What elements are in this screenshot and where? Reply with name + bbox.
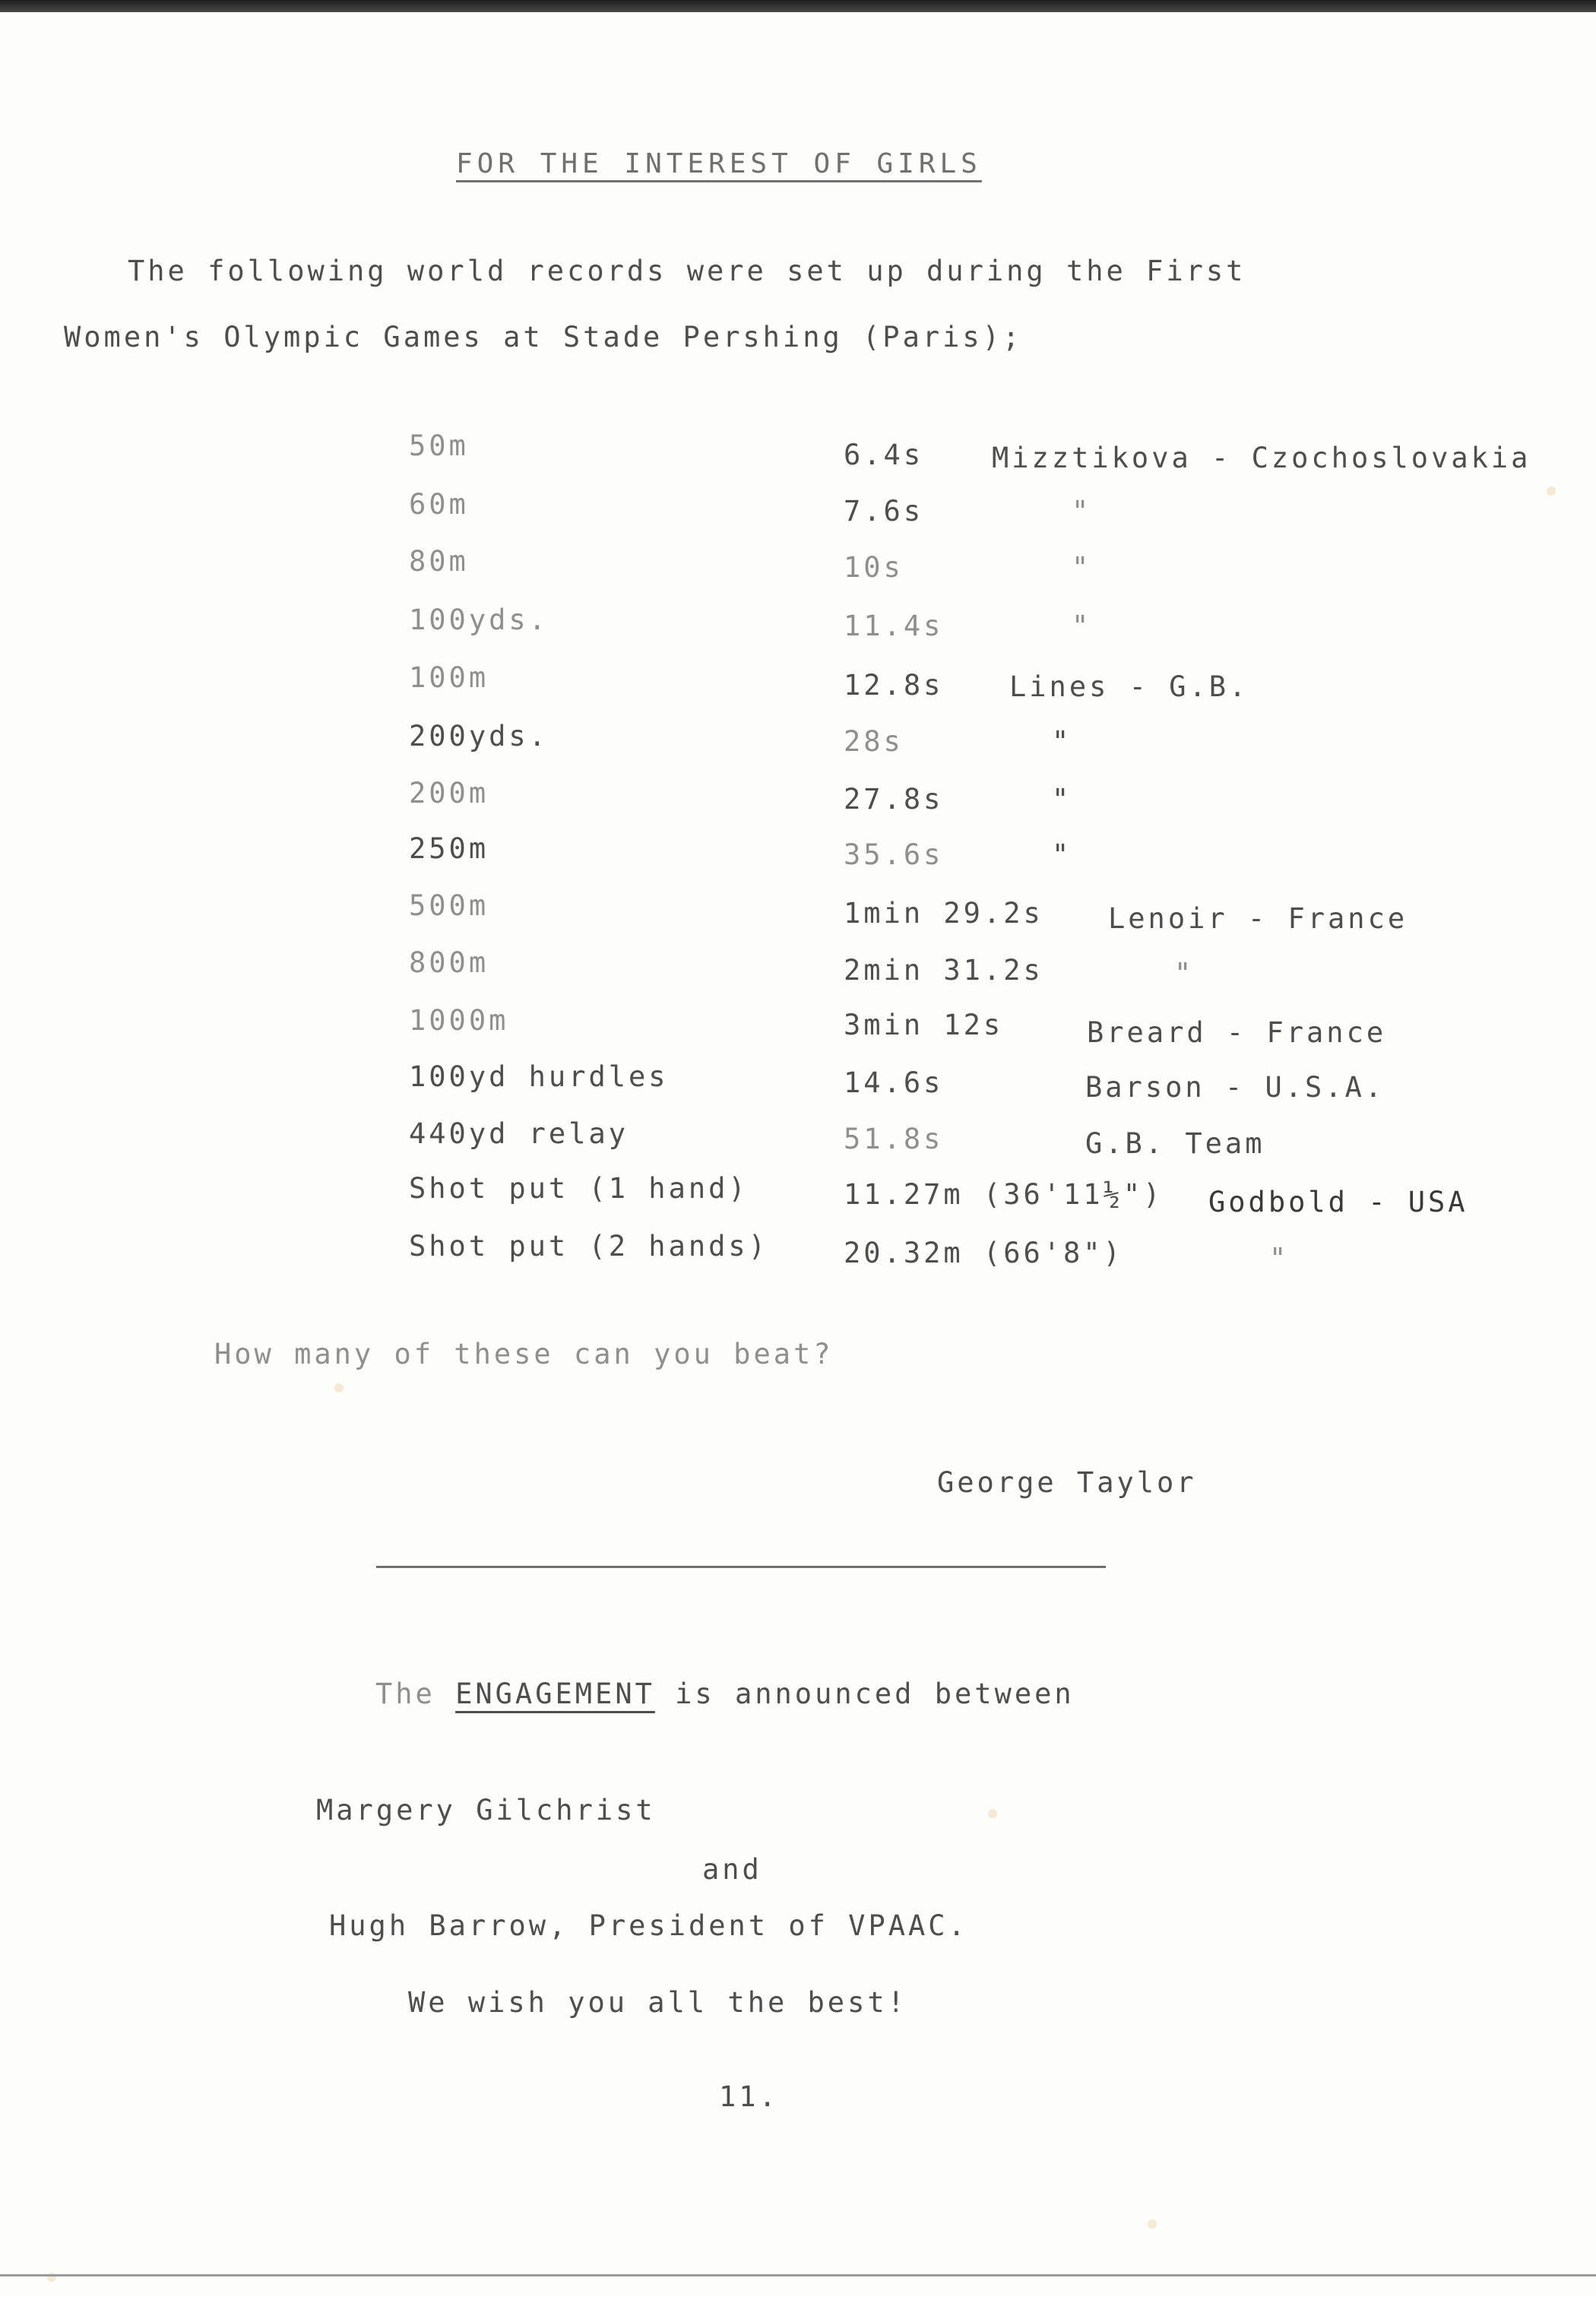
record-time: 35.6s [844,838,944,871]
record-time: 1min 29.2s [844,897,1043,930]
paper-speck [1148,2219,1157,2229]
record-event: 800m [409,946,489,979]
engagement-announcement [375,1680,1075,1708]
record-time: 11.27m (36'11½") [844,1178,1164,1211]
record-time: 20.32m (66'8") [844,1237,1123,1269]
record-holder: " [1072,610,1092,642]
paper-speck [334,1383,344,1392]
record-time: 6.4s [844,439,924,471]
record-holder: " [1072,551,1092,584]
record-holder: Lines - G.B. [1009,670,1249,703]
record-event: 80m [409,545,469,578]
record-time: 14.6s [844,1066,944,1099]
scan-top-edge [0,0,1596,12]
record-holder: " [1269,1242,1290,1275]
person-one: Margery Gilchrist [316,1794,656,1827]
record-event: 100yds. [409,604,549,636]
record-event: 60m [409,488,469,521]
record-holder: " [1052,838,1072,871]
record-time: 28s [844,725,904,758]
record-holder: " [1174,957,1195,990]
paper-speck [988,1809,997,1818]
record-time: 7.6s [844,495,924,528]
page-title: FOR THE INTEREST OF GIRLS [456,148,982,179]
engagement-prefix: The [375,1678,456,1710]
record-event: 100m [409,661,489,694]
person-two: Hugh Barrow, President of VPAAC. [329,1909,968,1942]
record-event: 1000m [409,1004,509,1037]
record-event: 250m [409,832,489,865]
record-event: 500m [409,889,489,922]
intro-line-1: The following world records were set up during the First [128,255,1246,287]
record-holder: G.B. Team [1085,1127,1265,1160]
record-event: Shot put (2 hands) [409,1230,768,1263]
record-event: 50m [409,429,469,462]
record-time: 10s [844,551,904,584]
record-time: 3min 12s [844,1009,1004,1041]
section-divider [376,1566,1106,1568]
record-holder: Breard - France [1087,1016,1387,1049]
record-time: 51.8s [844,1123,944,1155]
record-event: 100yd hurdles [409,1060,669,1093]
record-time: 12.8s [844,669,944,702]
record-holder: Godbold - USA [1208,1186,1468,1218]
record-holder: " [1072,495,1092,528]
paper-speck [1547,486,1556,496]
wish-line: We wish you all the best! [408,1986,907,2019]
record-holder: " [1052,783,1072,816]
engagement-suffix: is announced between [654,1678,1075,1710]
conjunction: and [702,1853,762,1886]
record-event: 440yd relay [409,1117,629,1150]
scan-bottom-edge [0,2274,1596,2276]
engagement-word: ENGAGEMENT [455,1678,655,1710]
intro-line-2: Women's Olympic Games at Stade Pershing (Paris); [64,321,1023,353]
record-event: 200yds. [409,720,549,752]
record-time: 11.4s [844,610,944,642]
record-time: 27.8s [844,783,944,816]
question-line: How many of these can you beat? [214,1338,834,1370]
signature: George Taylor [937,1466,1197,1499]
record-holder: " [1052,725,1072,758]
page-number: 11. [719,2080,779,2113]
record-holder: Mizztikova - Czochoslovakia [992,442,1531,474]
record-time: 2min 31.2s [844,954,1043,987]
record-event: Shot put (1 hand) [409,1172,749,1205]
record-event: 200m [409,777,489,809]
record-holder: Barson - U.S.A. [1085,1071,1385,1104]
record-holder: Lenoir - France [1108,902,1408,935]
